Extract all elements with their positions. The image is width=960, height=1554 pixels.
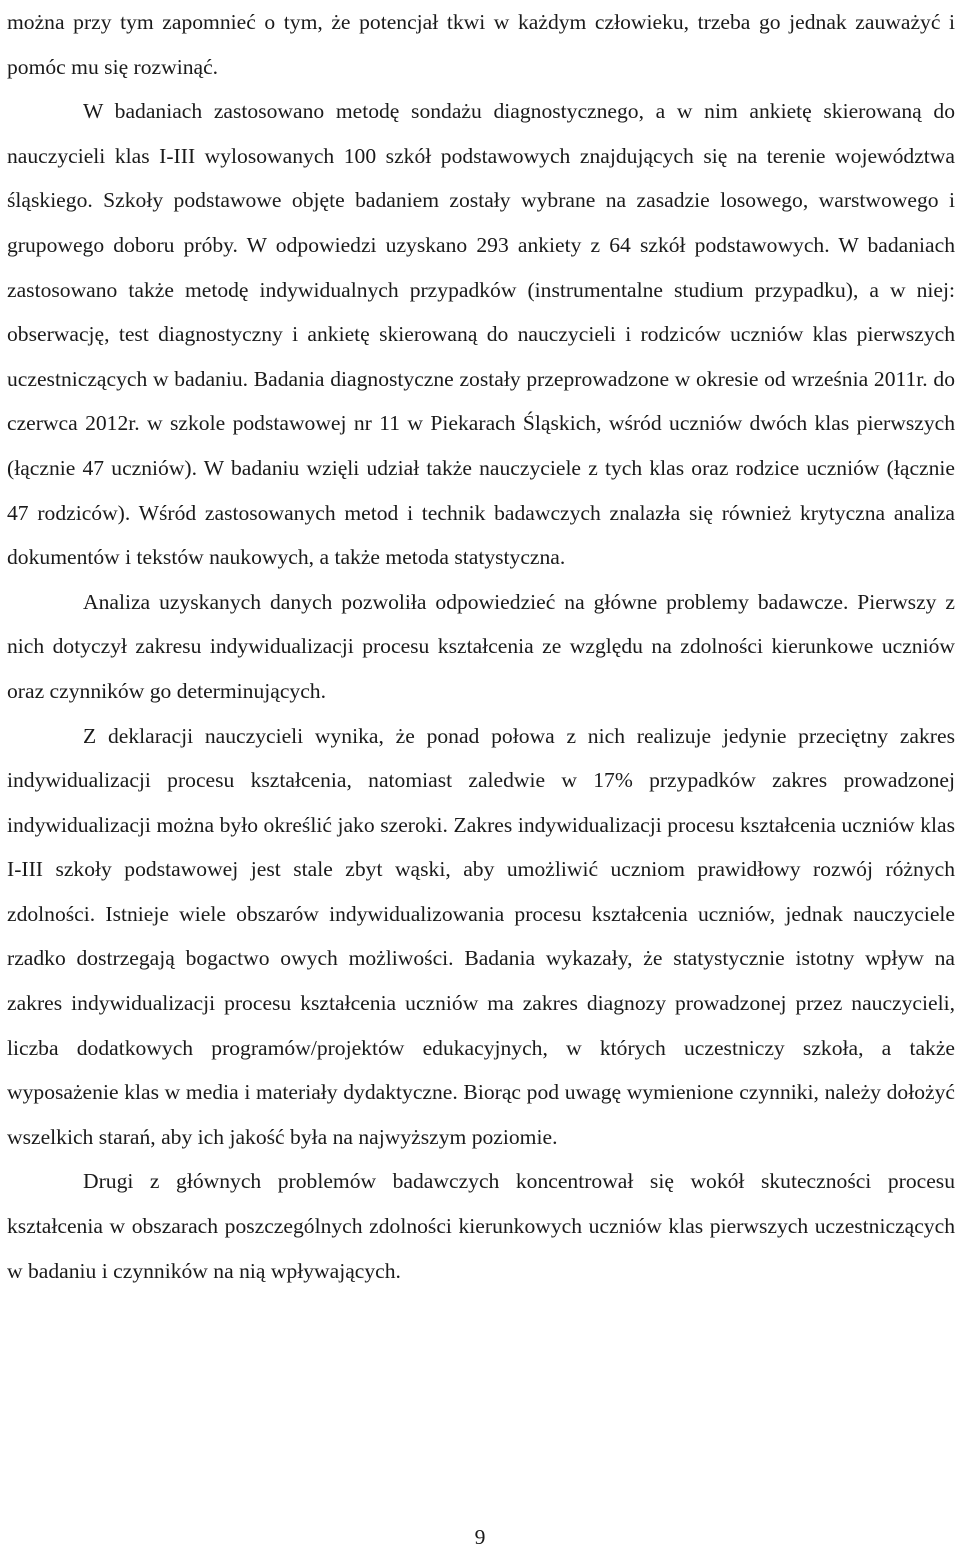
paragraph-continuation: można przy tym zapomnieć o tym, że potencjał tkwi w każdym człowieku, trzeba go jednak zauważyć i pomóc mu się rozwinąć. (7, 10, 955, 79)
paragraph-teacher-declarations: Z deklaracji nauczycieli wynika, że ponad połowa z nich realizuje jedynie przeciętny zakres indywidualizacji procesu kształcenia, natomiast zaledwie w 17% przypadków zakres prowadzonej indywidualizacji można było określić jako szeroki. Zakres indywidualizacji procesu kształcenia uczniów klas I-III szkoły podstawowej jest stale zbyt wąski, aby umożliwić uczniom prawidłowy rozwój różnych zdolności. Istnieje wiele obszarów indywidualizowania procesu kształcenia uczniów, jednak nauczyciele rzadko dostrzegają bogactwo owych możliwości. Badania wykazały, że statystycznie istotny wpływ na zakres indywidualizacji procesu kształcenia uczniów ma zakres diagnozy prowadzonej przez nauczycieli, liczba dodatkowych programów/projektów edukacyjnych, w których uczestniczy szkoła, a także wyposażenie klas w media i materiały dydaktyczne. Biorąc pod uwagę wymienione czynniki, należy dołożyć wszelkich starań, aby ich jakość była na najwyższym poziomie. (7, 723, 955, 1149)
paragraph-methods: W badaniach zastosowano metodę sondażu diagnostycznego, a w nim ankietę skierowaną do nauczycieli klas I-III wylosowanych 100 szkół podstawowych znajdujących się na terenie województwa śląskiego. Szkoły podstawowe objęte badaniem zostały wybrane na zasadzie losowego, warstwowego i grupowego doboru próby. W odpowiedzi uzyskano 293 ankiety z 64 szkół podstawowych. W badaniach zastosowano także metodę indywidualnych przypadków (instrumentalne studium przypadku), a w niej: obserwację, test diagnostyczny i ankietę skierowaną do nauczycieli i rodziców uczniów klas pierwszych uczestniczących w badaniu. Badania diagnostyczne zostały przeprowadzone w okresie od września 2011r. do czerwca 2012r. w szkole podstawowej nr 11 w Piekarach Śląskich, wśród uczniów dwóch klas pierwszych (łącznie 47 uczniów). W badaniu wzięli udział także nauczyciele z tych klas oraz rodzice uczniów (łącznie 47 rodziców). Wśród zastosowanych metod i technik badawczych znalazła się również krytyczna analiza dokumentów i tekstów naukowych, a także metoda statystyczna. (7, 99, 955, 570)
body-text (7, 0, 955, 1293)
page-number: 9 (474, 1525, 486, 1549)
paragraph-analysis: Analiza uzyskanych danych pozwoliła odpowiedzieć na główne problemy badawcze. Pierwszy z nich dotyczył zakresu indywidualizacji procesu kształcenia ze względu na zdolności kierunkowe uczniów oraz czynników go determinujących. (7, 589, 955, 703)
paragraph-second-problem: Drugi z głównych problemów badawczych koncentrował się wokół skuteczności procesu kształcenia w obszarach poszczególnych zdolności kierunkowych uczniów klas pierwszych uczestniczących w badaniu i czynników na nią wpływających. (7, 1169, 955, 1283)
